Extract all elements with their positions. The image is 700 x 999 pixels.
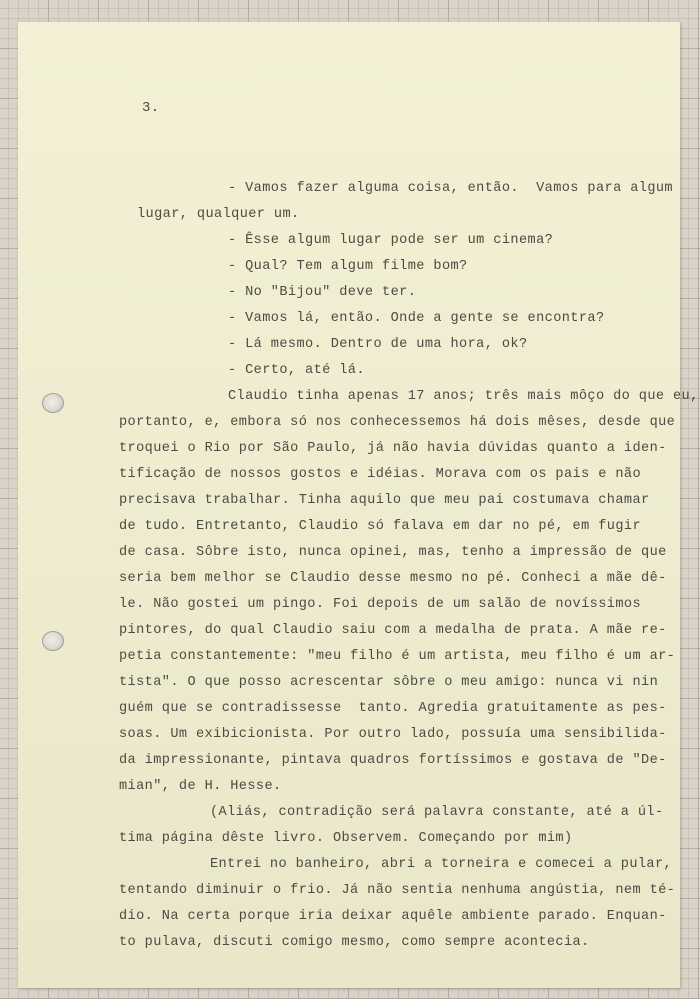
text-line: da impressionante, pintava quadros fortíssimos e gostava de "De- — [119, 753, 667, 768]
text-line: guém que se contradissesse tanto. Agredia gratuitamente as pes- — [119, 701, 667, 716]
text-line: - Vamos fazer alguma coisa, então. Vamos para algum — [228, 181, 673, 196]
text-line: tista". O que posso acrescentar sôbre o meu amigo: nunca vi nin — [119, 675, 659, 690]
text-line: - Certo, até lá. — [228, 363, 365, 378]
text-line: de tudo. Entretanto, Claudio só falava em dar no pé, em fugir — [119, 519, 642, 534]
text-line: - Lá mesmo. Dentro de uma hora, ok? — [228, 337, 528, 352]
text-line: pintores, do qual Claudio saiu com a medalha de prata. A mãe re- — [119, 623, 667, 638]
text-line: portanto, e, embora só nos conhecessemos há dois mêses, desde que — [119, 415, 676, 430]
text-line: soas. Um exibicionista. Por outro lado, possuía uma sensibilida- — [119, 727, 667, 742]
text-line: tificação de nossos gostos e idéias. Morava com os pais e não — [119, 467, 642, 482]
text-line: seria bem melhor se Claudio desse mesmo no pé. Conheci a mãe dê- — [119, 571, 667, 586]
text-line: le. Não gostei um pingo. Foi depois de um salão de novíssimos — [119, 597, 642, 612]
text-line: petia constantemente: "meu filho é um artista, meu filho é um ar- — [119, 649, 676, 664]
text-line: - No "Bijou" deve ter. — [228, 285, 417, 300]
text-line: tentando diminuir o frio. Já não sentia nenhuma angústia, nem té- — [119, 883, 676, 898]
text-line: to pulava, discuti comigo mesmo, como sempre acontecia. — [119, 935, 590, 950]
typewritten-page — [18, 22, 699, 988]
text-line: - Êsse algum lugar pode ser um cinema? — [228, 233, 554, 248]
text-line: (Aliás, contradição será palavra constante, até a úl- — [210, 805, 664, 820]
text-line: dio. Na certa porque iria deixar aquêle ambiente parado. Enquan- — [119, 909, 667, 924]
text-line: mian", de H. Hesse. — [119, 779, 282, 794]
text-line: - Qual? Tem algum filme bom? — [228, 259, 468, 274]
text-line: troquei o Rio por São Paulo, já não havia dúvidas quanto a iden- — [119, 441, 667, 456]
text-line: - Vamos lá, então. Onde a gente se encontra? — [228, 311, 605, 326]
text-line: lugar, qualquer um. — [137, 207, 300, 222]
text-line: Entrei no banheiro, abri a torneira e comecei a pular, — [210, 857, 673, 872]
text-line: precisava trabalhar. Tinha aquilo que meu pai costumava chamar — [119, 493, 650, 508]
text-line: tima página dêste livro. Observem. Começando por mim) — [119, 831, 573, 846]
text-line: Claudio tinha apenas 17 anos; três mais môço do que eu, — [228, 389, 699, 404]
page-text — [18, 22, 699, 988]
page-number: 3. — [142, 100, 160, 116]
text-line: de casa. Sôbre isto, nunca opinei, mas, tenho a impressão de que — [119, 545, 667, 560]
